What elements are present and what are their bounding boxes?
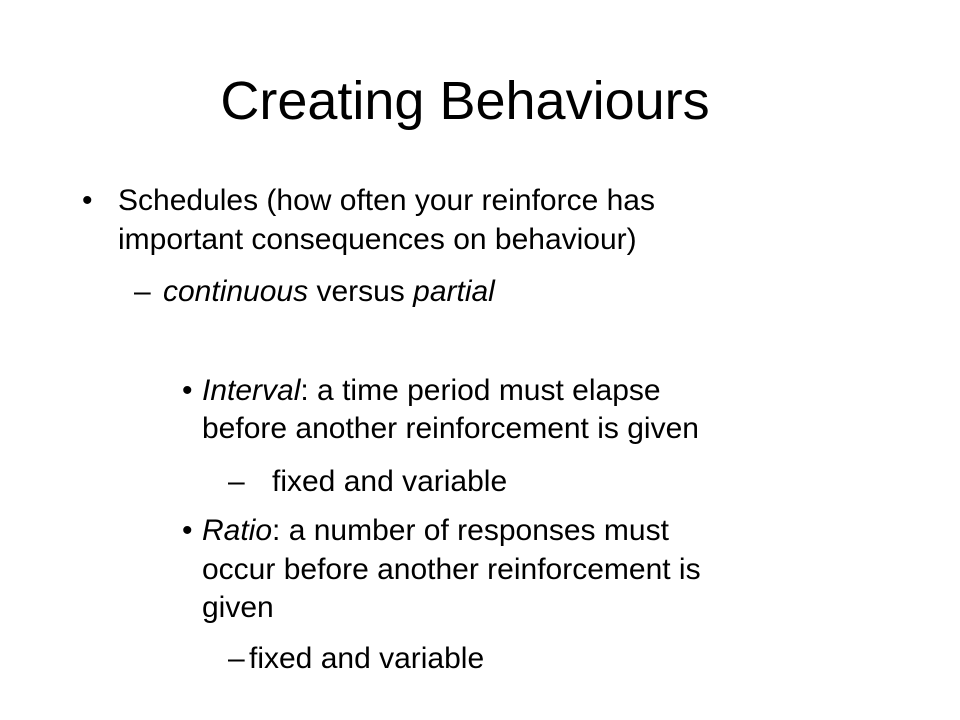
sub-item-continuous-partial [163,273,495,310]
partial-term: partial [413,275,495,308]
ratio-definition: : a number of responses must [272,514,669,547]
versus-text: versus [308,275,414,308]
ratio-line-2: occur before another reinforcement is [202,553,701,586]
bullet-1-line-1: Schedules (how often your reinforce has [118,184,655,217]
dash-icon: – [228,642,245,675]
bullet-1-line-2: important consequences on behaviour) [118,223,637,256]
ratio-line-3: given [202,591,274,624]
dash-icon: – [228,465,245,498]
bullet-icon: • [182,374,193,407]
interval-definition: : a time period must elapse [300,374,661,407]
bullet-icon: • [82,184,93,217]
continuous-term: continuous [163,275,309,308]
interval-sub-item: fixed and variable [272,465,508,498]
dash-icon: – [134,275,151,308]
ratio-sub-item: fixed and variable [249,642,485,675]
bullet-icon: • [182,514,193,547]
interval-term: Interval [202,374,301,407]
interval-line-2: before another reinforcement is given [202,412,699,445]
slide-title: Creating Behaviours [220,71,710,131]
interval-line-1 [202,372,661,409]
ratio-term: Ratio [202,514,273,547]
ratio-line-1 [202,512,669,549]
